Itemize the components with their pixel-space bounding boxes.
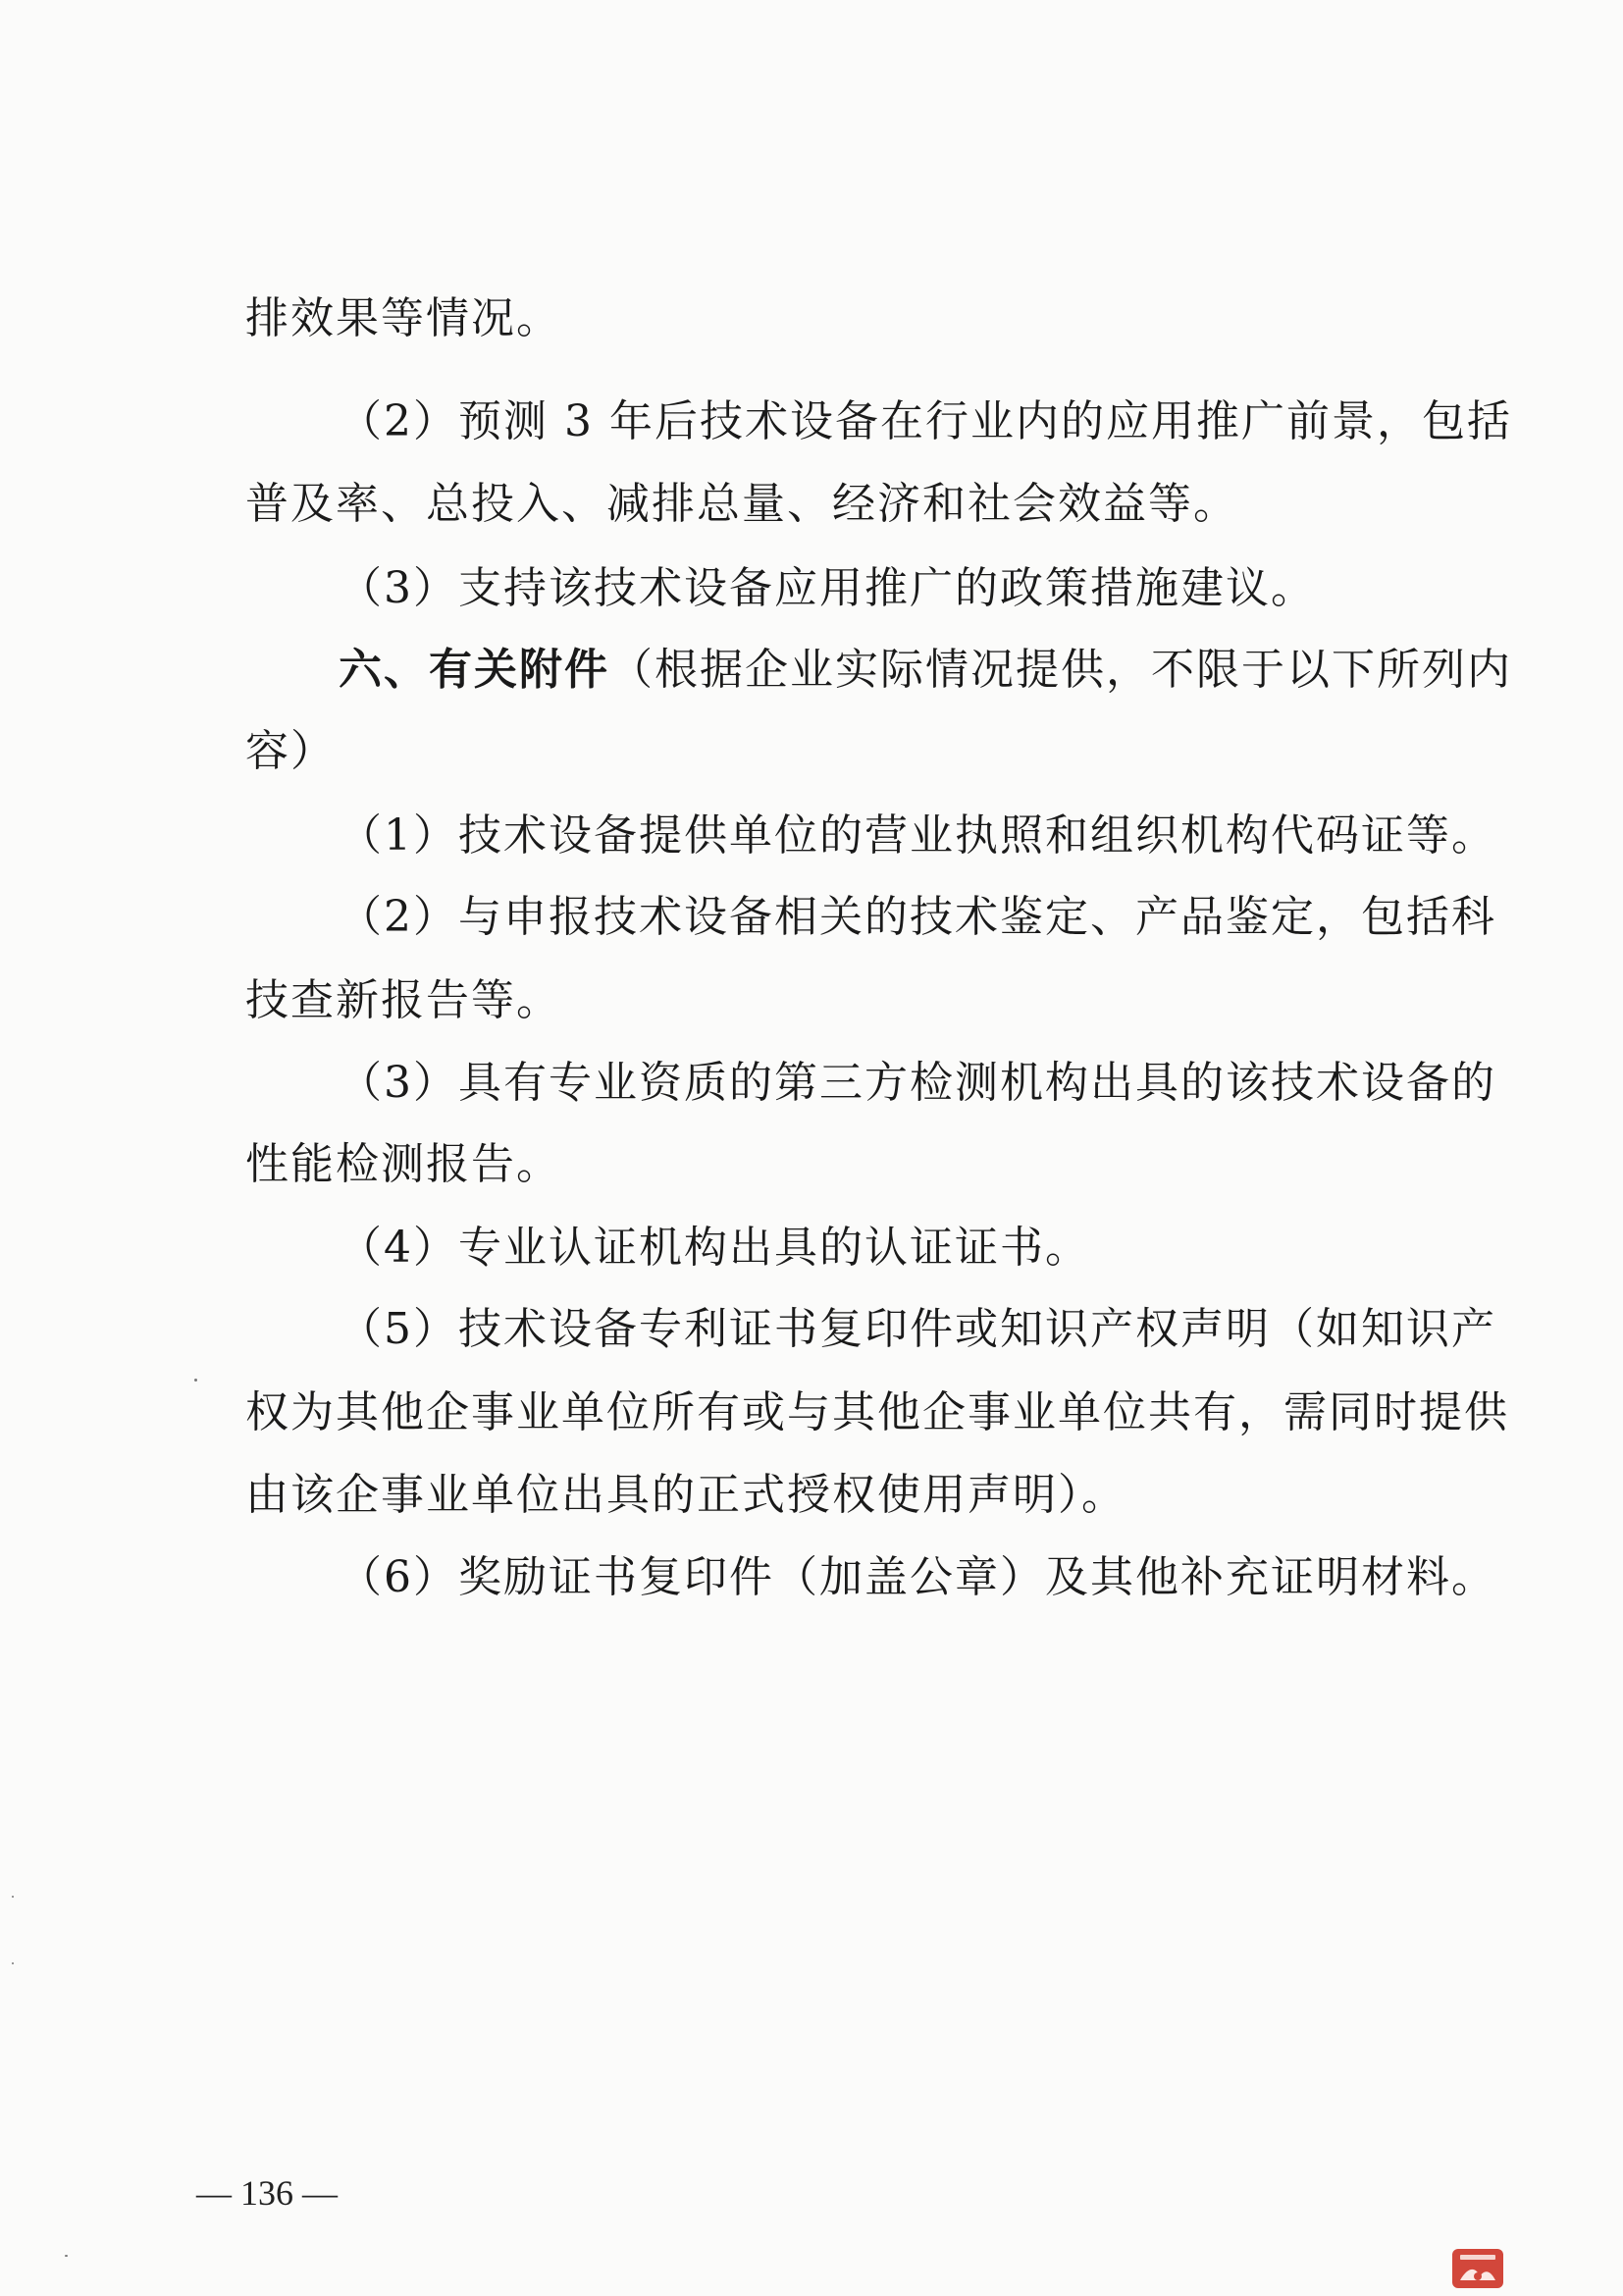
text-line: （4）专业认证机构出具的认证证书。 <box>339 1223 1090 1273</box>
text-line: （3）具有专业资质的第三方检测机构出具的该技术设备的 <box>339 1058 1496 1108</box>
text-line: 权为其他企事业单位所有或与其他企事业单位共有，需同时提供 <box>245 1387 1509 1437</box>
publisher-logo-icon <box>1450 2247 1505 2290</box>
text-line: （2）预测 3 年后技术设备在行业内的应用推广前景，包括 <box>339 396 1512 446</box>
text-line: 技查新报告等。 <box>245 975 561 1025</box>
text-line: 容） <box>245 726 336 776</box>
scan-speck <box>12 1896 14 1898</box>
scan-speck <box>194 1379 197 1382</box>
text-line: 性能检测报告。 <box>245 1139 561 1189</box>
section-heading: 六、有关附件 <box>339 645 609 695</box>
scan-speck <box>12 1962 14 1964</box>
text-line: 由该企事业单位出具的正式授权使用声明）。 <box>245 1470 1126 1520</box>
text-line: （2）与申报技术设备相关的技术鉴定、产品鉴定，包括科 <box>339 892 1496 942</box>
text-line: （6）奖励证书复印件（加盖公章）及其他补充证明材料。 <box>339 1552 1496 1602</box>
text-line: 排效果等情况。 <box>245 293 561 343</box>
text-line: （3）支持该技术设备应用推广的政策措施建议。 <box>339 563 1316 613</box>
text-line: 普及率、总投入、减排总量、经济和社会效益等。 <box>245 479 1238 529</box>
scan-speck <box>65 2255 68 2257</box>
text-line: （5）技术设备专利证书复印件或知识产权声明（如知识产 <box>339 1304 1496 1354</box>
page-number: — 136 — <box>196 2173 338 2213</box>
heading-line <box>339 641 1512 700</box>
heading-note: （根据企业实际情况提供，不限于以下所列内 <box>609 645 1512 695</box>
text-line: （1）技术设备提供单位的营业执照和组织机构代码证等。 <box>339 810 1496 861</box>
